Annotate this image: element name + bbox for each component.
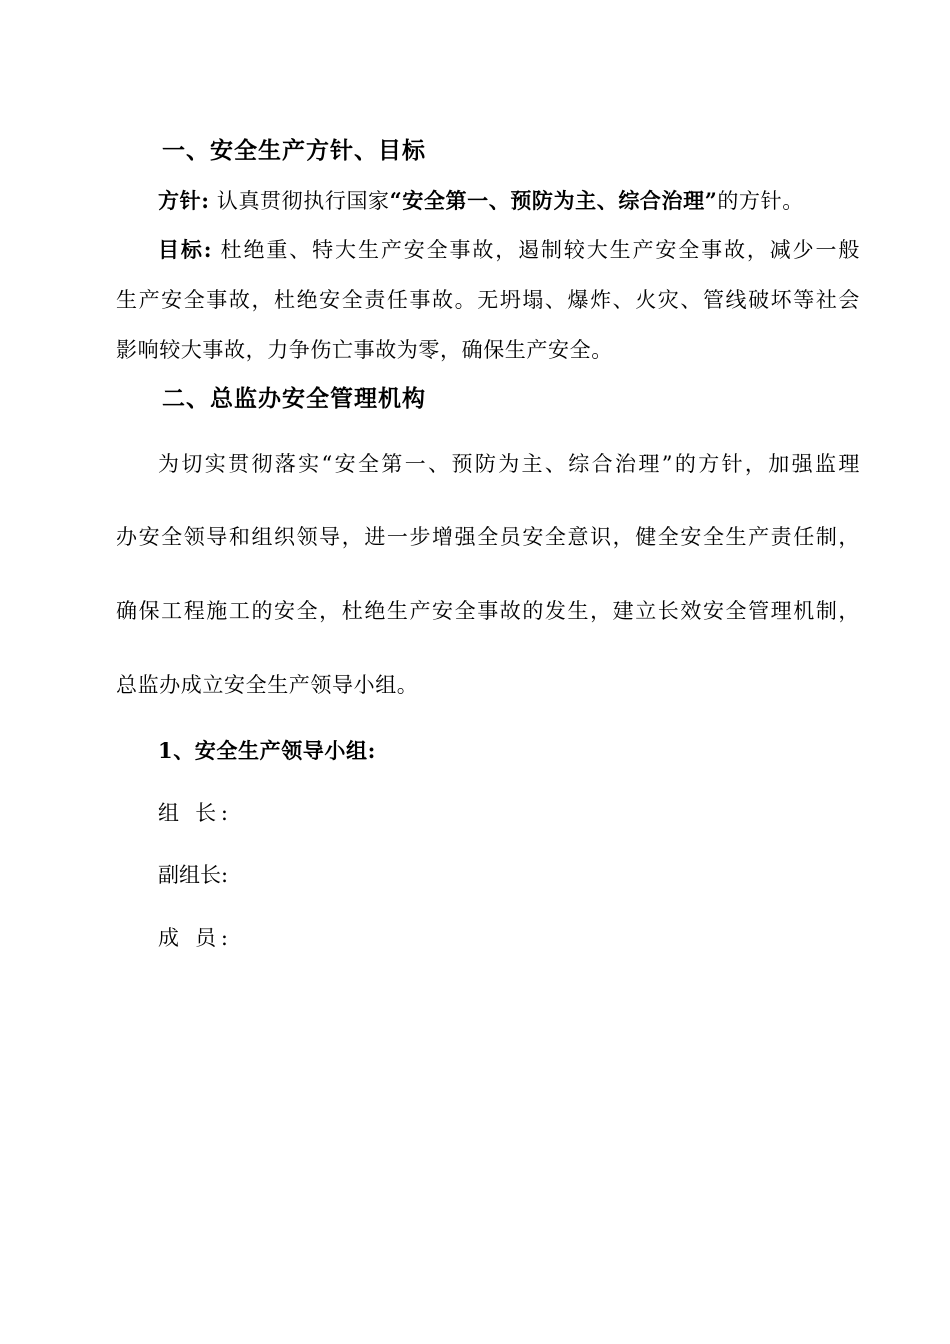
org-paragraph-line-1: 为切实贯彻落实“安全第一、预防为主、综合治理”的方针，加强监理 — [158, 452, 860, 476]
roster-row-deputy-leader — [158, 860, 228, 890]
policy-quote: “安全第一、预防为主、综合治理” — [389, 188, 718, 213]
goal-text-line-1: 杜绝重、特大生产安全事故，遏制较大生产安全事故，减少一般 — [220, 238, 860, 262]
policy-text-after: 的方针。 — [717, 189, 804, 213]
goal-paragraph-line-2: 生产安全事故，杜绝安全责任事故。无坍塌、爆炸、火灾、管线破坏等社会 — [116, 288, 860, 312]
goal-paragraph-line-1 — [158, 235, 860, 265]
policy-text-before: 认真贯彻执行国家 — [216, 189, 390, 213]
policy-paragraph — [158, 186, 860, 216]
roster-row-leader — [158, 798, 228, 828]
roster-label: 副组长: — [158, 863, 229, 887]
leadership-group-subheading: 1、安全生产领导小组: — [158, 738, 376, 763]
roster-label: 组 长: — [158, 801, 228, 825]
org-paragraph-line-2: 办安全领导和组织领导，进一步增强全员安全意识，健全安全生产责任制， — [116, 525, 860, 549]
section-2-heading: 二、总监办安全管理机构 — [162, 385, 426, 412]
org-paragraph-line-3: 确保工程施工的安全，杜绝生产安全事故的发生，建立长效安全管理机制， — [116, 599, 860, 623]
org-paragraph-line-4: 总监办成立安全生产领导小组。 — [116, 673, 419, 697]
goal-paragraph-line-3: 影响较大事故，力争伤亡事故为零，确保生产安全。 — [116, 338, 613, 362]
goal-label: 目标: — [158, 237, 213, 262]
policy-label: 方针: — [158, 188, 210, 213]
section-1-heading: 一、安全生产方针、目标 — [162, 137, 426, 164]
roster-label: 成 员: — [158, 926, 228, 950]
roster-row-members — [158, 923, 228, 953]
